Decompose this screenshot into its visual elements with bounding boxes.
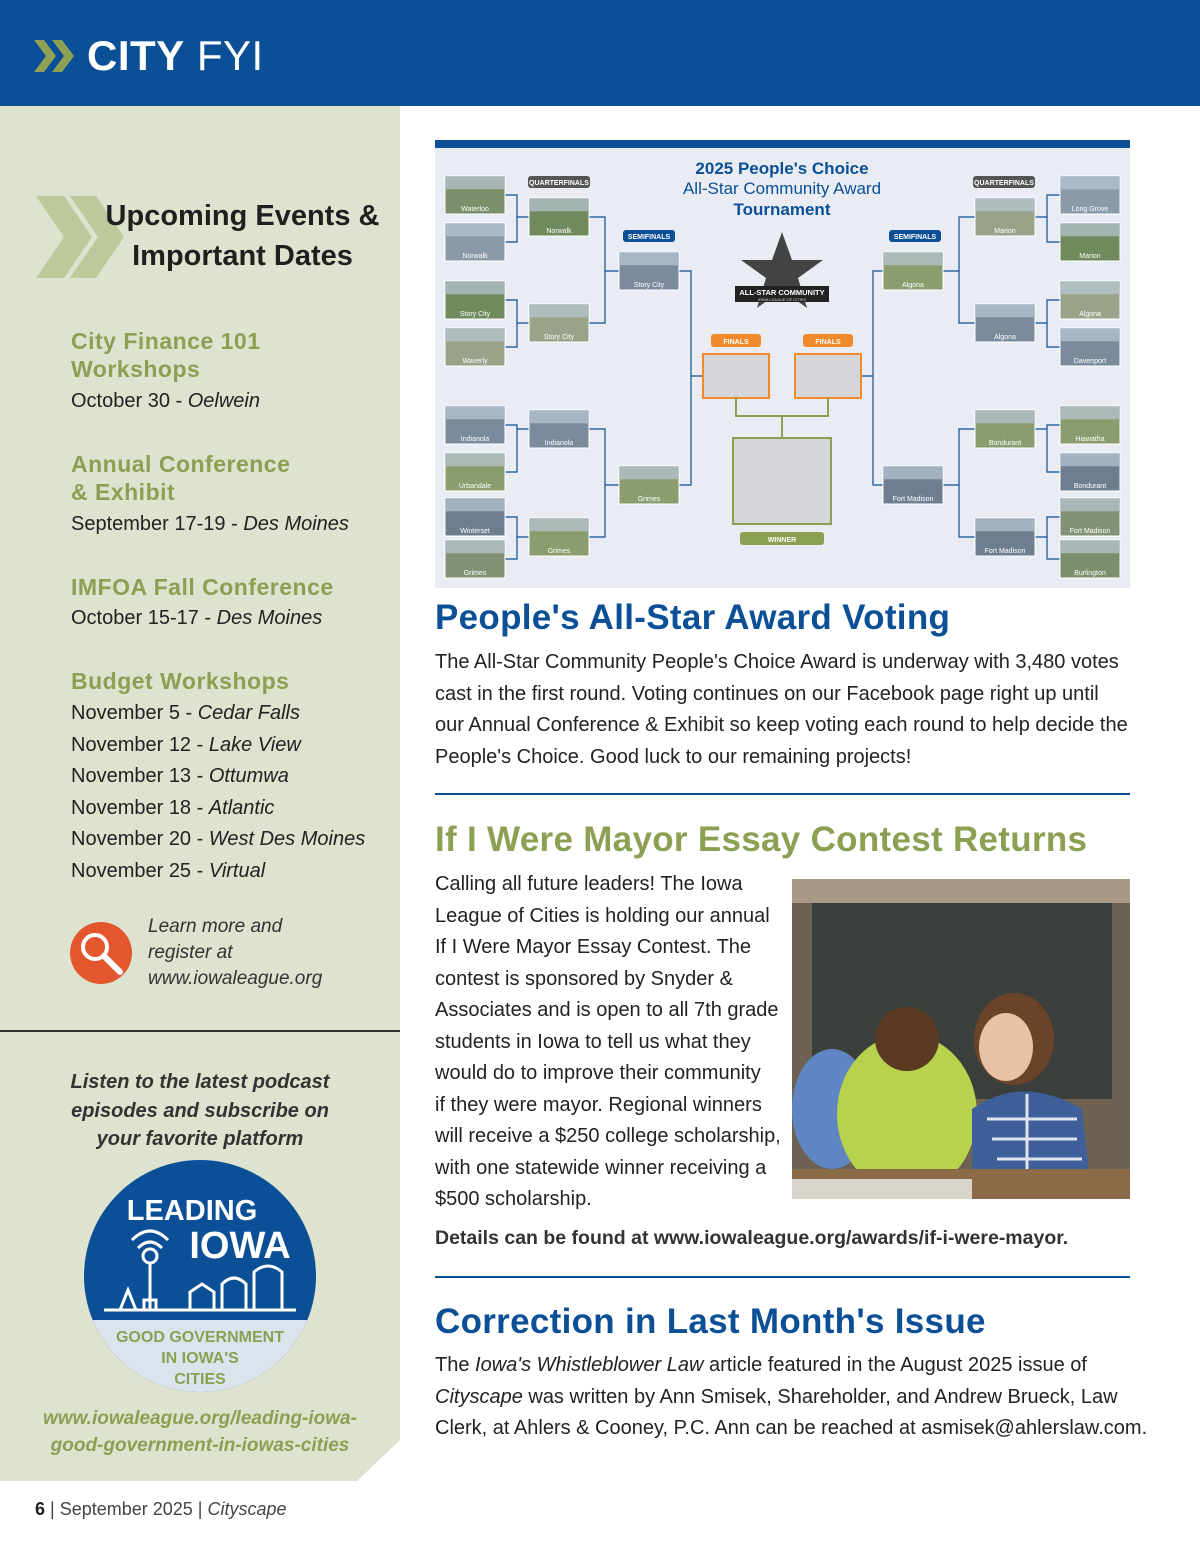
- tournament-bracket-graphic: [435, 148, 1130, 588]
- event-date: November 12 - Lake View: [71, 733, 301, 756]
- svg-text:Indianola: Indianola: [460, 436, 490, 443]
- bracket-entry-right-r2-1: [975, 304, 1035, 342]
- page-header: [0, 0, 1200, 106]
- bracket-entry-right-r1-1: [1060, 223, 1120, 261]
- svg-text:Winterset: Winterset: [460, 528, 490, 535]
- svg-text:Marion: Marion: [994, 228, 1016, 235]
- bracket-entry-right-r1-2: [1060, 281, 1120, 319]
- bracket-entry-left-r2-3: [529, 518, 589, 556]
- event-title-city-finance: City Finance 101 Workshops: [71, 328, 261, 382]
- svg-text:Algona: Algona: [994, 334, 1016, 341]
- svg-text:Davenport: Davenport: [1073, 358, 1107, 365]
- event-date: November 5 - Cedar Falls: [71, 702, 300, 724]
- bracket-connector: [589, 429, 619, 537]
- voting-paragraph: The All-Star Community People's Choice Award is underway with 3,480 votes cast in the first round. Voting continues on our Facebook page right up until our Annual Conference & Exhibit so keep voting each round to help decide the People's Choice. Good luck to our remaining projects!: [435, 651, 1128, 768]
- bracket-subtitle: Tournament: [733, 200, 831, 219]
- svg-text:Story City: Story City: [459, 311, 491, 318]
- winner-label: [740, 532, 824, 545]
- svg-text:Waverly: Waverly: [462, 358, 488, 365]
- bracket-connector: [1035, 300, 1060, 347]
- svg-text:ALL-STAR COMMUNITY: ALL-STAR COMMUNITY: [739, 288, 825, 297]
- logo-subtitle: IN IOWA'S: [161, 1350, 239, 1367]
- svg-text:Bondurant: Bondurant: [1073, 483, 1107, 490]
- bracket-entry-left-r1-5: [445, 453, 505, 491]
- voting-heading: People's All-Star Award Voting: [435, 598, 951, 637]
- quarterfinals-label-right: [973, 176, 1035, 188]
- bracket-entry-left-r1-6: [445, 498, 505, 536]
- event-date: October 15-17 - Des Moines: [71, 607, 323, 629]
- section-divider: [435, 1276, 1130, 1278]
- bracket-connector: [505, 425, 529, 472]
- bracket-entry-left-r1-0: [445, 176, 505, 214]
- quarterfinals-label-left: [528, 176, 590, 188]
- bracket-entry-right-r1-7: [1060, 540, 1120, 578]
- svg-text:QUARTERFINALS: QUARTERFINALS: [974, 180, 1034, 187]
- bracket-entry-left-r1-3: [445, 328, 505, 366]
- bracket-entry-left-r2-2: [529, 410, 589, 448]
- svg-text:Story City: Story City: [633, 282, 665, 289]
- svg-text:SEMIFINALS: SEMIFINALS: [627, 234, 671, 241]
- svg-text:Grimes: Grimes: [637, 496, 661, 503]
- bracket-title: 2025 People's Choice: [695, 159, 869, 178]
- bracket-connector: [679, 271, 703, 485]
- svg-text:Norwalk: Norwalk: [462, 253, 488, 260]
- svg-text:Fort Madison: Fort Madison: [984, 548, 1026, 555]
- svg-text:Norwalk: Norwalk: [546, 228, 572, 235]
- semifinals-label-right: [889, 230, 941, 242]
- event-title-budget-workshops: Budget Workshops: [71, 668, 290, 694]
- logo-subtitle: CITIES: [174, 1371, 226, 1388]
- svg-text:Long Grove: Long Grove: [1071, 206, 1109, 213]
- svg-text:Fort Madison: Fort Madison: [1069, 528, 1111, 535]
- double-chevron-right-icon: [34, 40, 76, 72]
- classroom-photo: [792, 879, 1130, 1199]
- correction-paragraph: The Iowa's Whistleblower Law article featured in the August 2025 issue of Cityscape was written by Ann Smisek, Shareholder, and Andrew Brueck, Law Clerk, at Ahlers & Cooney, P.C. Ann can be reached at asmisek@ahlerslaw.com.: [435, 1354, 1148, 1439]
- bracket-entry-right-r1-3: [1060, 328, 1120, 366]
- essay-details-link[interactable]: Details can be found at www.iowaleague.org/awards/if-i-were-mayor.: [435, 1227, 1069, 1249]
- event-date-list: [71, 698, 365, 887]
- podcast-promo-text: Listen to the latest podcast episodes and subscribe on your favorite platform: [70, 1071, 330, 1150]
- finals-left: [703, 334, 769, 398]
- page-footer: 6 | September 2025 | Cityscape: [35, 1499, 287, 1519]
- svg-text:FINALS: FINALS: [723, 339, 749, 346]
- bracket-connector: [943, 429, 975, 537]
- svg-text:Algona: Algona: [1079, 311, 1101, 318]
- semifinals-label-left: [623, 230, 675, 242]
- bracket-entry-right-r3-0: [883, 252, 943, 290]
- bracket-connector: [1035, 195, 1060, 242]
- svg-text:Hiawatha: Hiawatha: [1075, 436, 1105, 443]
- svg-text:IOWA LEAGUE OF CITIES: IOWA LEAGUE OF CITIES: [757, 297, 807, 302]
- sidebar-divider: [0, 1030, 400, 1032]
- bracket-connector: [589, 217, 619, 323]
- event-title-annual-conference: Annual Conference & Exhibit: [71, 451, 291, 505]
- finals-connector: [736, 398, 828, 438]
- all-star-star-icon: [735, 232, 829, 308]
- event-date: November 20 - West Des Moines: [71, 828, 366, 850]
- bracket-entry-right-r3-1: [883, 466, 943, 504]
- svg-text:Story City: Story City: [543, 334, 575, 341]
- bracket-subtitle: All-Star Community Award: [682, 179, 882, 198]
- logo-text-iowa: IOWA: [189, 1225, 291, 1267]
- svg-text:Grimes: Grimes: [463, 570, 487, 577]
- event-date: September 17-19 - Des Moines: [71, 513, 349, 535]
- svg-text:Indianola: Indianola: [544, 440, 574, 447]
- bracket-connector: [505, 300, 529, 347]
- svg-text:Burlington: Burlington: [1074, 570, 1106, 577]
- finals-right: [795, 334, 861, 398]
- bracket-connector: [505, 195, 529, 242]
- winner-box: [733, 438, 831, 524]
- svg-text:Urbandale: Urbandale: [458, 483, 492, 490]
- section-divider: [435, 793, 1130, 795]
- search-icon: [70, 922, 132, 984]
- event-title-imfoa: IMFOA Fall Conference: [71, 574, 334, 600]
- upcoming-events-heading: Upcoming Events & Important Dates: [105, 200, 380, 272]
- svg-text:SEMIFINALS: SEMIFINALS: [893, 234, 937, 241]
- podcast-link[interactable]: www.iowaleague.org/leading-iowa- good-government-in-iowas-cities: [43, 1408, 357, 1456]
- bracket-connector: [861, 271, 883, 485]
- learn-more-text: Learn more and register at www.iowaleague.org: [148, 914, 378, 992]
- svg-text:Marion: Marion: [1079, 253, 1101, 260]
- bracket-entry-left-r1-2: [445, 281, 505, 319]
- bracket-connector: [505, 517, 529, 559]
- svg-text:Fort Madison: Fort Madison: [892, 496, 934, 503]
- bracket-entry-right-r1-4: [1060, 406, 1120, 444]
- bracket-entry-left-r3-1: [619, 466, 679, 504]
- svg-text:QUARTERFINALS: QUARTERFINALS: [529, 180, 589, 187]
- bracket-entry-left-r1-7: [445, 540, 505, 578]
- svg-text:Waterloo: Waterloo: [461, 206, 489, 213]
- bracket-connector: [1035, 517, 1060, 559]
- bracket-entry-left-r1-4: [445, 406, 505, 444]
- bracket-entry-right-r2-2: [975, 410, 1035, 448]
- svg-text:FINALS: FINALS: [815, 339, 841, 346]
- svg-text:Algona: Algona: [902, 282, 924, 289]
- essay-heading: If I Were Mayor Essay Contest Returns: [435, 820, 1088, 859]
- logo-subtitle: GOOD GOVERNMENT: [115, 1329, 285, 1346]
- bracket-connector: [1035, 425, 1060, 472]
- bracket-entry-right-r1-5: [1060, 453, 1120, 491]
- bracket-entry-right-r1-0: [1060, 176, 1120, 214]
- event-date: November 18 - Atlantic: [71, 796, 275, 819]
- bracket-entry-left-r1-1: [445, 223, 505, 261]
- bracket-entry-left-r2-0: [529, 198, 589, 236]
- svg-text:Bondurant: Bondurant: [988, 440, 1022, 447]
- event-date: November 25 - Virtual: [71, 859, 266, 882]
- event-date: November 13 - Ottumwa: [71, 765, 289, 787]
- iowaleague-link[interactable]: www.iowaleague.org: [148, 968, 323, 989]
- bracket-entry-right-r2-0: [975, 198, 1035, 236]
- svg-text:WINNER: WINNER: [767, 537, 797, 544]
- bracket-entry-left-r3-0: [619, 252, 679, 290]
- correction-heading: Correction in Last Month's Issue: [435, 1302, 986, 1341]
- bracket-entry-right-r2-3: [975, 518, 1035, 556]
- svg-text:Grimes: Grimes: [547, 548, 571, 555]
- bracket-entry-left-r2-1: [529, 304, 589, 342]
- top-divider: [435, 140, 1130, 148]
- leading-iowa-podcast-logo[interactable]: [84, 1160, 316, 1392]
- bracket-connector: [943, 217, 975, 323]
- logo-text-leading: LEADING: [126, 1195, 258, 1227]
- bracket-entry-right-r1-6: [1060, 498, 1120, 536]
- essay-paragraph: Calling all future leaders! The Iowa League of Cities is holding our annual If I Were Mayor Essay Contest. The contest is sponsored by Snyder & Associates and is open to all 7th grade students in Iowa to tell us what they would do to improve their community if they were mayor. Regional winners will receive a $250 college scholarship, with one statewide winner receiving a $500 scholarship.: [435, 873, 781, 1210]
- event-date: October 30 - Oelwein: [71, 390, 260, 412]
- section-title: CITY FYI: [87, 32, 264, 79]
